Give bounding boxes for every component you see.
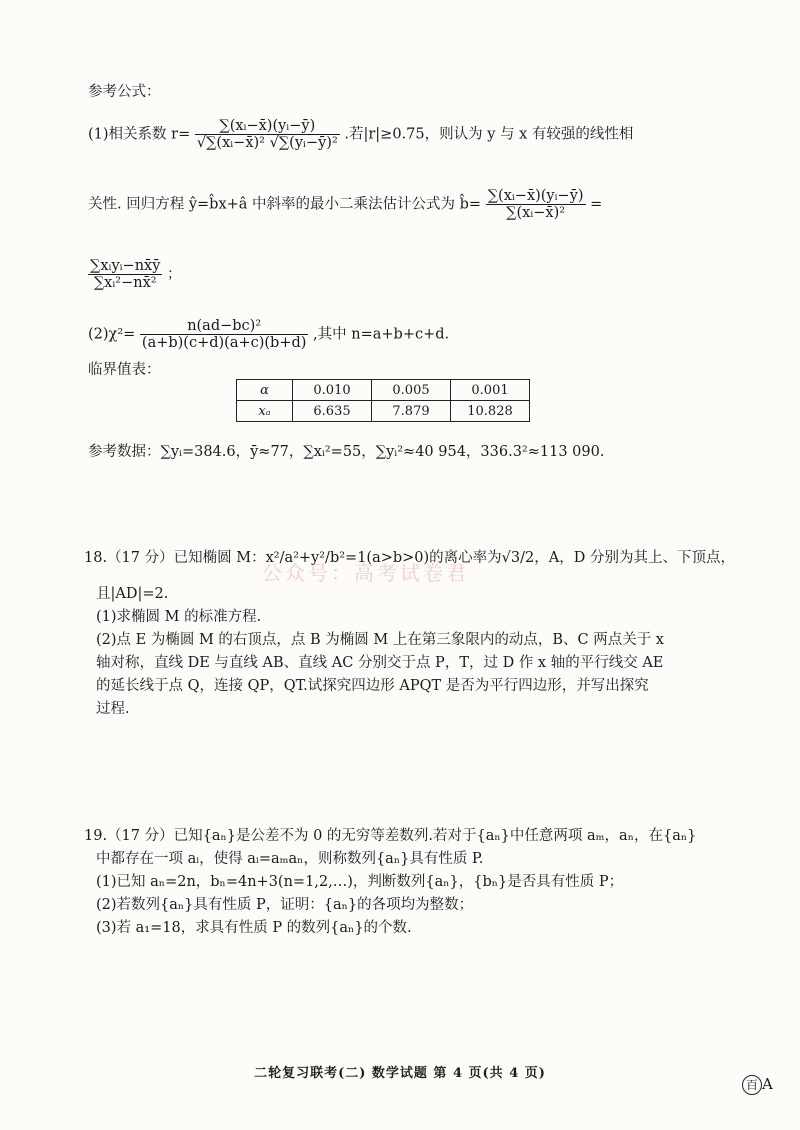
reference-data: 参考数据：∑yᵢ=384.6，ȳ≈77，∑xᵢ²=55，∑yᵢ²≈40 954，336.3²≈113 090. bbox=[88, 444, 605, 460]
q18-line3: (1)求椭圆 M 的标准方程. bbox=[96, 609, 262, 625]
correlation-fraction bbox=[195, 118, 340, 151]
q19-line3: (1)已知 aₙ=2n，bₙ=4n+3(n=1,2,…)，判断数列{aₙ}，{bₙ}是否具有性质 P； bbox=[96, 874, 624, 890]
q18-line7: 过程. bbox=[96, 701, 130, 717]
formula-1-line2 bbox=[88, 188, 602, 221]
table-cell: 0.010 bbox=[293, 380, 372, 401]
formula-2-line bbox=[88, 318, 449, 351]
table-row bbox=[237, 401, 530, 422]
equals-sign: = bbox=[590, 196, 603, 213]
q19-line5: (3)若 a₁=18，求具有性质 P 的数列{aₙ}的个数. bbox=[96, 920, 412, 936]
table-row bbox=[237, 380, 530, 401]
q18-line2: 且|AD|=2. bbox=[96, 586, 169, 602]
formula-1-prefix: (1)相关系数 r= bbox=[88, 126, 191, 143]
chi-suffix: ,其中 n=a+b+c+d. bbox=[313, 326, 450, 343]
chi-denominator: (a+b)(c+d)(a+c)(b+d) bbox=[141, 335, 307, 351]
table-cell: α bbox=[237, 380, 293, 401]
formula-1-line3 bbox=[88, 258, 182, 291]
slope2-denominator: ∑xᵢ²−nx̄² bbox=[93, 275, 157, 291]
table-cell: 0.005 bbox=[372, 380, 451, 401]
correlation-numerator: ∑(xᵢ−x̄)(yᵢ−ȳ) bbox=[195, 118, 340, 135]
watermark: 公众号：高考试卷君 bbox=[262, 561, 469, 585]
correlation-denominator: √∑(xᵢ−x̄)² √∑(yᵢ−ȳ)² bbox=[196, 135, 338, 151]
regression-text: 关性. 回归方程 ŷ=b̂x+â 中斜率的最小二乘法估计公式为 b̂= bbox=[88, 196, 482, 213]
chi-prefix: (2)χ²= bbox=[88, 326, 136, 343]
q18-line6: 的延长线于点 Q，连接 QP，QT.试探究四边形 APQT 是否为平行四边形，并写出探究 bbox=[96, 678, 649, 694]
critical-table-title: 临界值表： bbox=[88, 362, 161, 378]
critical-value-table bbox=[236, 379, 530, 422]
q18-line1: 18.（17 分）已知椭圆 M：x²/a²+y²/b²=1(a>b>0)的离心率为√3/2，A，D 分别为其上、下顶点， bbox=[84, 550, 735, 566]
q19-line1: 19.（17 分）已知{aₙ}是公差不为 0 的无穷等差数列.若对于{aₙ}中任意两项 aₘ，aₙ，在{aₙ} bbox=[84, 828, 697, 844]
slope-fraction-2 bbox=[88, 258, 162, 291]
slope2-numerator: ∑xᵢyᵢ−nx̄ȳ bbox=[90, 258, 161, 274]
formula-1-line1 bbox=[88, 118, 633, 151]
q19-line4: (2)若数列{aₙ}具有性质 P，证明：{aₙ}的各项均为整数； bbox=[96, 897, 474, 913]
corner-mark bbox=[742, 1075, 773, 1095]
page-footer: 二轮复习联考(二) 数学试题 第 4 页(共 4 页) bbox=[254, 1066, 546, 1081]
table-cell: 6.635 bbox=[293, 401, 372, 422]
table-cell: 7.879 bbox=[372, 401, 451, 422]
corner-letter: A bbox=[762, 1075, 773, 1093]
q18-line4: (2)点 E 为椭圆 M 的右顶点，点 B 为椭圆 M 上在第三象限内的动点，B、C 两点关于 x bbox=[96, 632, 664, 648]
slope-fraction bbox=[486, 188, 586, 221]
corner-circle-icon: 百 bbox=[742, 1075, 762, 1095]
table-cell: xₐ bbox=[237, 401, 293, 422]
chi-numerator: n(ad−bc)² bbox=[140, 318, 309, 335]
formula-1-after: .若|r|≥0.75，则认为 y 与 x 有较强的线性相 bbox=[344, 126, 634, 143]
chi-fraction bbox=[140, 318, 309, 351]
table-cell: 10.828 bbox=[451, 401, 530, 422]
slope-denominator: ∑(xᵢ−x̄)² bbox=[506, 205, 566, 221]
ref-formula-title: 参考公式： bbox=[88, 84, 161, 100]
table-cell: 0.001 bbox=[451, 380, 530, 401]
formula-1-end: ； bbox=[167, 266, 182, 283]
q19-line2: 中都存在一项 aᵢ，使得 aᵢ=aₘaₙ，则称数列{aₙ}具有性质 P. bbox=[96, 851, 484, 867]
slope-numerator: ∑(xᵢ−x̄)(yᵢ−ȳ) bbox=[487, 188, 584, 204]
q18-line5: 轴对称，直线 DE 与直线 AB、直线 AC 分别交于点 P，T，过 D 作 x 轴的平行线交 AE bbox=[96, 655, 664, 671]
